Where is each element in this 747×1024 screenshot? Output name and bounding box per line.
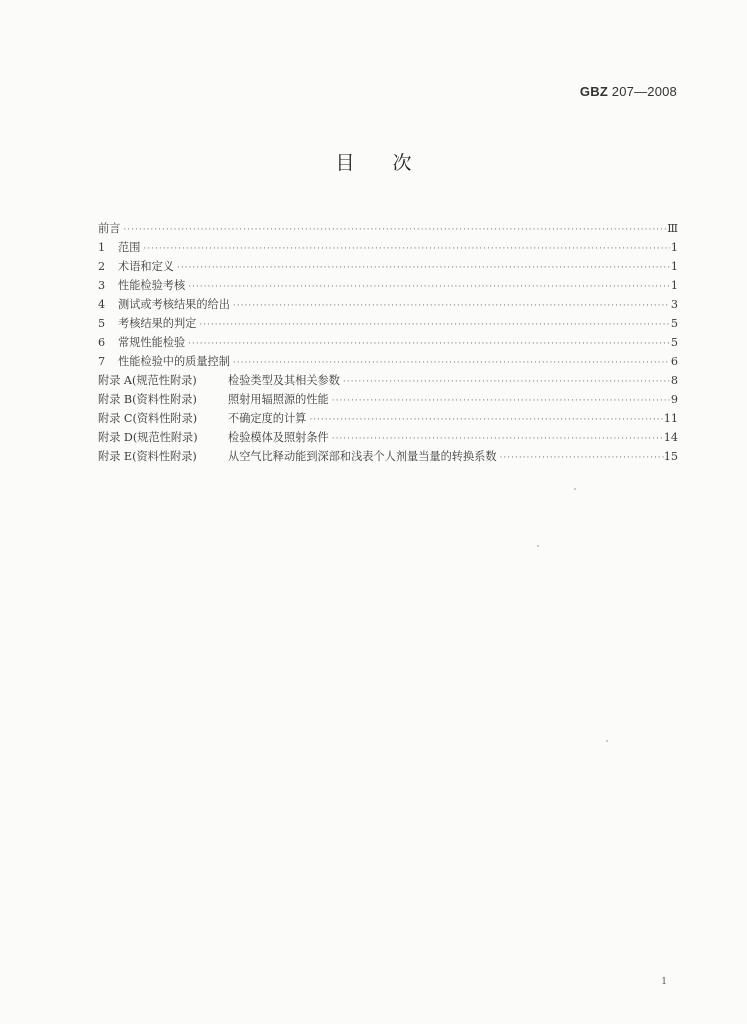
toc-entry-number: 1 (98, 241, 106, 254)
toc-leader-dots (230, 297, 670, 316)
toc-entry-text: 从空气比释动能到深部和浅表个人剂量当量的转换系数 (228, 450, 497, 463)
toc-entry-2[interactable] (98, 257, 678, 276)
toc-entry-number: 2 (98, 260, 106, 273)
toc-entry-page: 6 (670, 355, 678, 368)
toc-entry-text: 检验类型及其相关参数 (228, 374, 340, 387)
toc-entry-label (98, 295, 230, 314)
toc-entry-page: 5 (670, 317, 678, 330)
toc-leader-dots (497, 449, 664, 468)
toc-entry-text: 不确定度的计算 (228, 412, 307, 425)
page-title: 目次 (335, 152, 450, 174)
toc-entry-text: 性能检验考核 (118, 279, 186, 292)
toc-appendix-prefix: 附录 A(规范性附录) (98, 374, 197, 387)
toc-entry-page: 9 (670, 393, 678, 406)
scan-speck (574, 488, 576, 490)
toc-entry-page: 14 (663, 431, 678, 444)
toc-leader-dots (329, 392, 670, 411)
toc-entry-page: 5 (670, 336, 678, 349)
toc-appendix-prefix: 附录 E(资料性附录) (98, 450, 197, 463)
toc-entry-number: 5 (98, 317, 106, 330)
toc-leader-dots (140, 240, 670, 259)
toc-entry-page: Ⅲ (667, 222, 678, 235)
toc-entry-appendix-d[interactable] (98, 428, 678, 447)
toc-entry-label (98, 390, 329, 409)
toc-leader-dots (306, 411, 663, 430)
toc-leader-dots (120, 221, 667, 240)
standard-code-prefix: GBZ (579, 84, 608, 99)
toc-entry-text: 考核结果的判定 (118, 317, 197, 330)
toc-entry-6[interactable] (98, 333, 678, 352)
scan-speck (606, 740, 608, 742)
toc-entry-page: 3 (670, 298, 678, 311)
toc-appendix-prefix: 附录 D(规范性附录) (98, 431, 198, 444)
toc-entry-label (98, 428, 329, 447)
toc-entry-page: 1 (670, 260, 678, 273)
toc-leader-dots (174, 259, 670, 278)
page-number: 1 (661, 977, 667, 987)
standard-code (580, 84, 677, 99)
toc-entry-1[interactable] (98, 238, 678, 257)
toc-entry-text: 检验模体及照射条件 (228, 431, 329, 444)
toc-entry-foreword[interactable] (98, 219, 678, 238)
standard-code-number: 207—2008 (611, 84, 677, 99)
toc-entry-label (98, 371, 340, 390)
toc-entry-page: 1 (670, 241, 678, 254)
toc-entry-page: 1 (670, 279, 678, 292)
toc-entry-text: 范围 (118, 241, 141, 254)
toc-entry-text: 照射用辐照源的性能 (228, 393, 329, 406)
toc-entry-label (98, 352, 230, 371)
table-of-contents (98, 219, 678, 466)
toc-entry-appendix-e[interactable] (98, 447, 678, 466)
toc-leader-dots (340, 373, 670, 392)
toc-entry-number: 7 (98, 355, 106, 368)
toc-entry-page: 8 (670, 374, 678, 387)
toc-entry-label (98, 238, 140, 257)
toc-leader-dots (185, 335, 670, 354)
toc-appendix-prefix: 附录 C(资料性附录) (98, 412, 198, 425)
toc-entry-3[interactable] (98, 276, 678, 295)
toc-leader-dots (185, 278, 670, 297)
toc-entry-number: 4 (98, 298, 106, 311)
toc-entry-number: 3 (98, 279, 106, 292)
toc-entry-text: 常规性能检验 (118, 336, 186, 349)
toc-leader-dots (196, 316, 670, 335)
toc-entry-text: 测试或考核结果的给出 (118, 298, 230, 311)
toc-entry-appendix-b[interactable] (98, 390, 678, 409)
toc-appendix-prefix: 附录 B(资料性附录) (98, 393, 197, 406)
toc-entry-label (98, 276, 185, 295)
toc-entry-label (98, 257, 174, 276)
toc-entry-4[interactable] (98, 295, 678, 314)
toc-entry-label (98, 314, 196, 333)
toc-entry-5[interactable] (98, 314, 678, 333)
toc-entry-7[interactable] (98, 352, 678, 371)
scan-speck (537, 545, 539, 547)
toc-entry-page: 11 (663, 412, 678, 425)
toc-entry-label (98, 333, 185, 352)
toc-entry-text: 术语和定义 (118, 260, 174, 273)
toc-entry-appendix-c[interactable] (98, 409, 678, 428)
toc-entry-appendix-a[interactable] (98, 371, 678, 390)
toc-entry-number: 6 (98, 336, 106, 349)
toc-entry-text: 性能检验中的质量控制 (118, 355, 230, 368)
toc-entry-page: 15 (663, 450, 678, 463)
toc-entry-label (98, 447, 497, 466)
toc-entry-label: 前言 (98, 222, 121, 235)
toc-entry-label (98, 409, 306, 428)
